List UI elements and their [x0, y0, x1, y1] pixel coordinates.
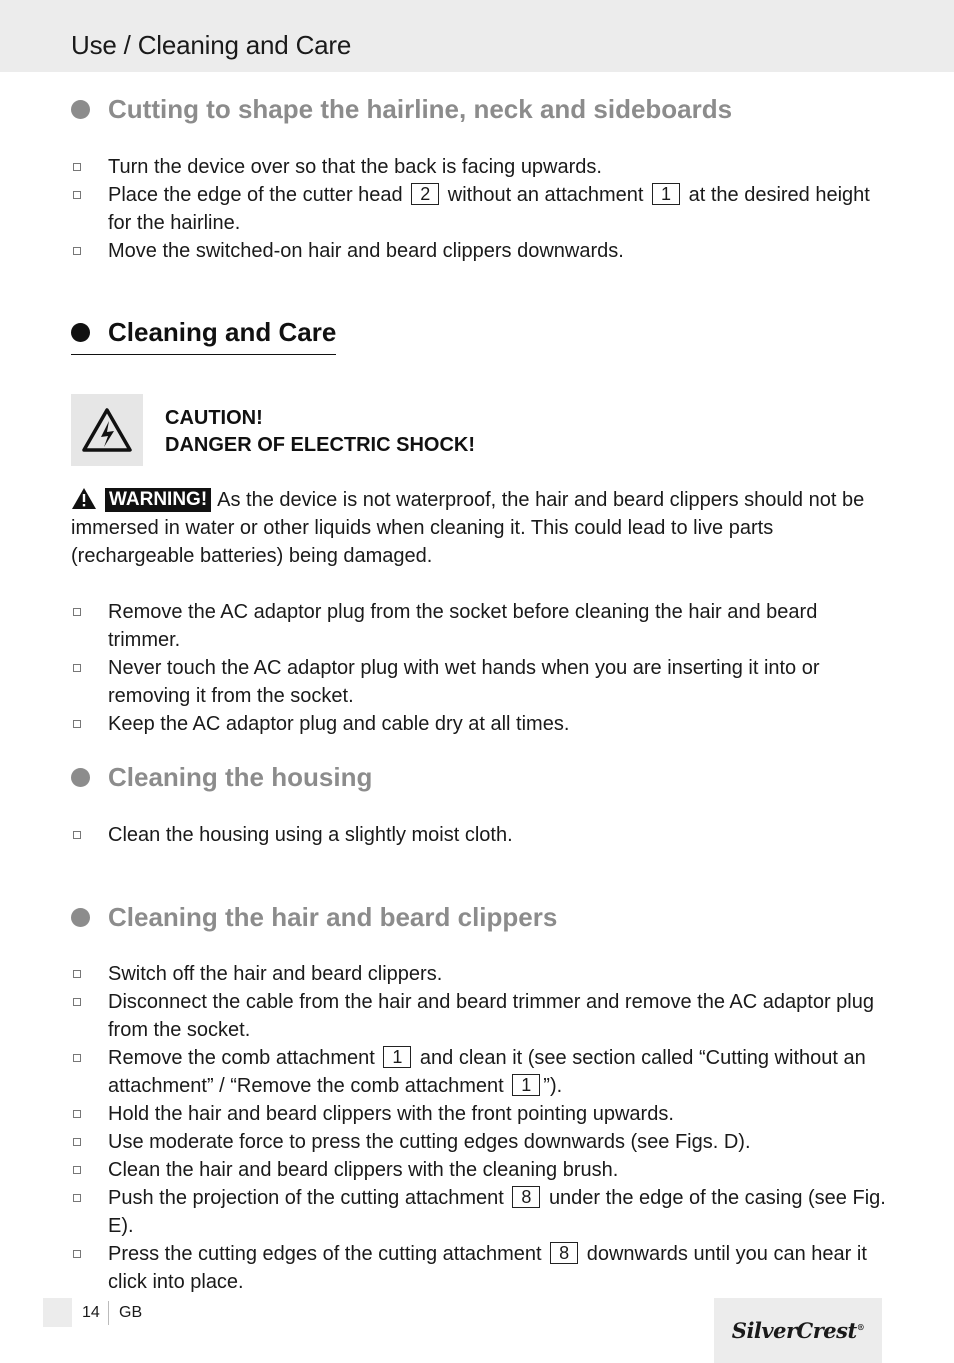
warning-label: WARNING! — [105, 488, 211, 512]
section-heading-cleaning-care: Cleaning and Care — [71, 312, 336, 355]
list-item: Turn the device over so that the back is facing upwards. — [71, 153, 886, 181]
list-item: Keep the AC adaptor plug and cable dry at all times. — [71, 710, 886, 738]
hairline-steps-list — [71, 153, 886, 265]
bullet-dot-icon — [71, 768, 90, 787]
brand-logo — [714, 1298, 882, 1363]
electric-shock-warning-icon — [81, 407, 133, 453]
list-item: Remove the AC adaptor plug from the socket before cleaning the hair and beard trimmer. — [71, 598, 886, 654]
list-item: Clean the hair and beard clippers with the cleaning brush. — [71, 1156, 886, 1184]
list-item: Use moderate force to press the cutting edges downwards (see Figs. D). — [71, 1128, 886, 1156]
bullet-dot-icon — [71, 908, 90, 927]
list-item: Remove the comb attachment 1 and clean it (see section called “Cutting without an attachment” / “Remove the comb attachment 1 ”). — [71, 1044, 886, 1100]
checkbox-bullet-icon — [73, 720, 81, 728]
part-reference: 2 — [411, 183, 439, 205]
list-item: Push the projection of the cutting attachment 8 under the edge of the casing (see Fig. E). — [71, 1184, 886, 1240]
list-item: Hold the hair and beard clippers with the front pointing upwards. — [71, 1100, 886, 1128]
part-reference: 8 — [512, 1186, 540, 1208]
checkbox-bullet-icon — [73, 1110, 81, 1118]
clippers-list — [71, 960, 886, 1296]
list-item: Clean the housing using a slightly moist cloth. — [71, 821, 886, 849]
warning-paragraph: WARNING! As the device is not waterproof, the hair and beard clippers should not be immersed in water or other liquids when cleaning it. This could lead to live parts (rechargeable batteries) being damaged. — [71, 489, 865, 567]
list-item: Press the cutting edges of the cutting attachment 8 downwards until you can hear it click into place. — [71, 1240, 886, 1296]
footer-marker — [43, 1298, 72, 1327]
section-heading-housing: Cleaning the housing — [71, 757, 372, 797]
checkbox-bullet-icon — [73, 1194, 81, 1202]
caution-text: CAUTION! DANGER OF ELECTRIC SHOCK! — [165, 407, 475, 456]
checkbox-bullet-icon — [73, 247, 81, 255]
bullet-dot-icon — [71, 100, 90, 119]
list-item: Place the edge of the cutter head 2 without an attachment 1 at the desired height for the hairline. — [71, 181, 886, 237]
language-code: GB — [119, 1304, 143, 1321]
section-heading-clippers: Cleaning the hair and beard clippers — [71, 897, 557, 937]
part-reference: 1 — [512, 1074, 540, 1096]
list-item: Switch off the hair and beard clippers. — [71, 960, 886, 988]
checkbox-bullet-icon — [73, 191, 81, 199]
checkbox-bullet-icon — [73, 998, 81, 1006]
brand-name: SilverCrest — [731, 1318, 857, 1343]
checkbox-bullet-icon — [73, 831, 81, 839]
page-title: Use / Cleaning and Care — [71, 30, 352, 60]
checkbox-bullet-icon — [73, 1166, 81, 1174]
part-reference: 8 — [550, 1242, 578, 1264]
caution-icon-box — [71, 394, 143, 466]
checkbox-bullet-icon — [73, 1054, 81, 1062]
cleaning-care-list — [71, 598, 886, 738]
checkbox-bullet-icon — [73, 608, 81, 616]
part-reference: 1 — [383, 1046, 411, 1068]
section-heading-hairline: Cutting to shape the hairline, neck and sideboards — [71, 89, 732, 129]
checkbox-bullet-icon — [73, 1250, 81, 1258]
registered-mark: ® — [856, 1322, 865, 1332]
checkbox-bullet-icon — [73, 1138, 81, 1146]
list-item: Move the switched-on hair and beard clippers downwards. — [71, 237, 886, 265]
page-number: 14 — [82, 1304, 100, 1321]
list-item: Disconnect the cable from the hair and beard trimmer and remove the AC adaptor plug from the socket. — [71, 988, 886, 1044]
checkbox-bullet-icon — [73, 970, 81, 978]
checkbox-bullet-icon — [73, 664, 81, 672]
checkbox-bullet-icon — [73, 163, 81, 171]
list-item: Never touch the AC adaptor plug with wet hands when you are inserting it into or removing it from the socket. — [71, 654, 886, 710]
housing-list — [71, 821, 886, 849]
footer-divider — [108, 1301, 109, 1325]
bullet-dot-icon — [71, 323, 90, 342]
warning-triangle-icon — [71, 487, 97, 510]
part-reference: 1 — [652, 183, 680, 205]
